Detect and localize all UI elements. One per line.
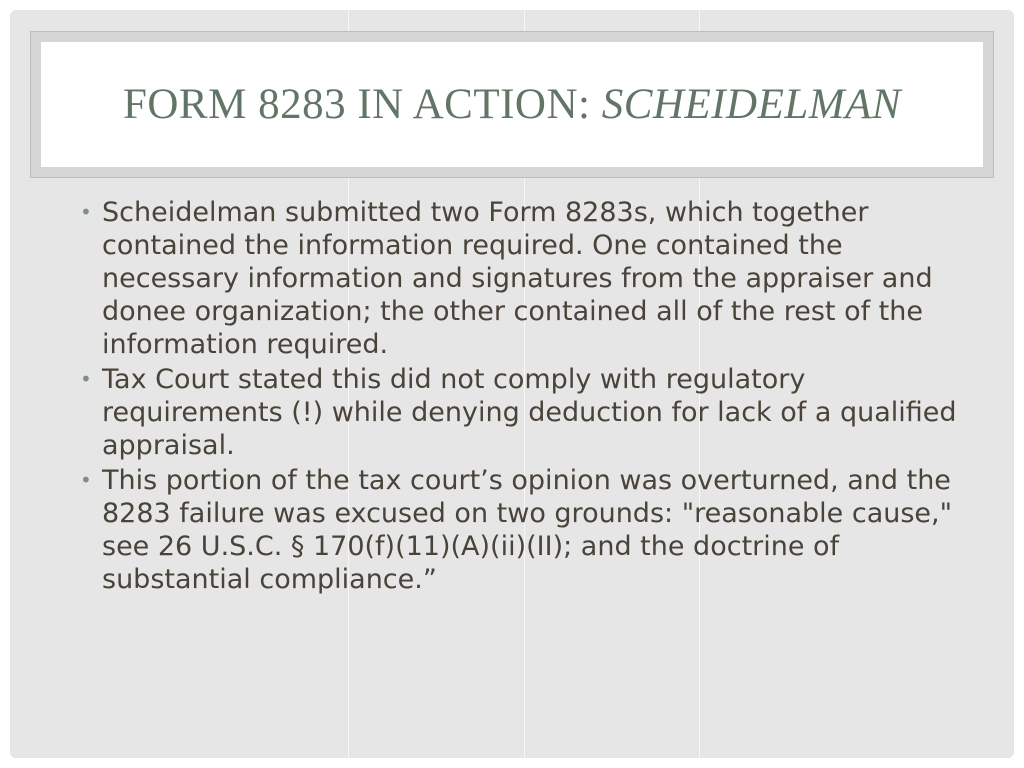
slide-title-main: FORM 8283 IN ACTION: xyxy=(122,81,602,128)
slide-title-case-name: SCHEIDELMAN xyxy=(601,81,902,128)
bullet-item xyxy=(72,464,972,596)
bullet-list xyxy=(72,196,972,598)
bullet-item xyxy=(72,363,972,462)
bullet-icon: • xyxy=(80,367,92,391)
bullet-text: Scheidelman submitted two Form 8283s, which together contained the information required. One contained the necessary information and signatures from the appraiser and donee organization; the other contained all of the rest of the information required. xyxy=(102,197,933,360)
bullet-text: Tax Court stated this did not comply with regulatory requirements (!) while denying deduction for lack of a qualified appraisal. xyxy=(102,364,957,461)
bullet-icon: • xyxy=(80,468,92,492)
bullet-text: This portion of the tax court’s opinion was overturned, and the 8283 failure was excused on two grounds: "reasonable cause," see 26 U.S.C. § 170(f)(11)(A)(ii)(II); and the doctrine of substantial compliance.” xyxy=(102,465,953,595)
title-frame xyxy=(30,31,994,178)
bullet-item xyxy=(72,196,972,361)
bullet-icon: • xyxy=(80,200,92,224)
slide xyxy=(10,10,1014,758)
title-box xyxy=(41,42,983,167)
slide-title xyxy=(123,80,901,129)
